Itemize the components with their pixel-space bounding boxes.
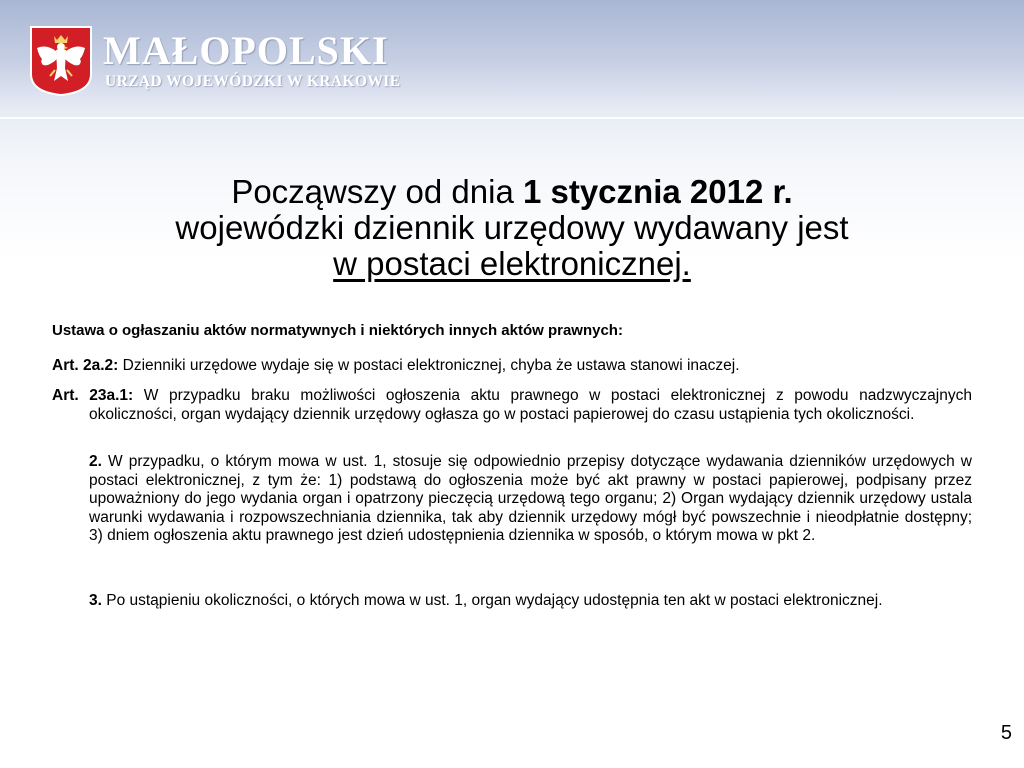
headline-line-3: w postaci elektronicznej.: [333, 245, 691, 282]
article-text: W przypadku braku możliwości ogłoszenia aktu prawnego w postaci elektronicznej z powodu nadzwyczajnych okoliczności, organ wydający dziennik urzędowy ogłasza go w postaci papierowej do czasu ustąpienia tych okoliczności.: [89, 387, 972, 423]
office-name-subtitle: URZĄD WOJEWÓDZKI W KRAKOWIE: [105, 73, 401, 90]
headline-line-2: wojewódzki dziennik urzędowy wydawany jest: [175, 209, 849, 246]
article-23a-1: [52, 387, 972, 424]
paragraph-text: W przypadku, o którym mowa w ust. 1, stosuje się odpowiednio przepisy dotyczące wydawania dzienników urzędowych w postaci elektronicznej, z tym że: 1) podstawą do ogłoszenia może być akt prawny w postaci papierowej, podpisany przez upoważniony do jego wydania organ i opatrzony pieczęcią urzędową tego organu; 2) Organ wydający dziennik urzędowy ustala warunki wydawania i rozpowszechniania dziennika, tak aby dziennik urzędowy mógł być powszechnie i nieodpłatnie dostępny; 3) dniem ogłoszenia aktu prawnego jest dzień udostępnienia dziennika w sposób, o którym mowa w pkt 2.: [89, 453, 972, 544]
headline-date: 1 stycznia 2012 r.: [522, 173, 793, 210]
slide-headline: [0, 174, 1024, 282]
article-text: Dzienniki urzędowe wydaje się w postaci elektronicznej, chyba że ustawa stanowi inaczej.: [118, 357, 740, 374]
paragraph-2: [89, 453, 972, 546]
header-divider: [0, 117, 1024, 119]
article-label: Art. 23a.1:: [52, 387, 134, 404]
headline-prefix: Począwszy od dnia: [231, 173, 523, 210]
paragraph-label: 2.: [89, 453, 102, 470]
paragraph-label: 3.: [89, 592, 102, 609]
paragraph-3: [89, 592, 972, 611]
slide-header: [0, 0, 1024, 122]
article-label: Art. 2a.2:: [52, 357, 119, 374]
polish-eagle-emblem-icon: [30, 26, 92, 96]
office-name-title: MAŁOPOLSKI: [103, 28, 389, 73]
headline-line-1: [0, 174, 1024, 210]
paragraph-text: Po ustąpieniu okoliczności, o których mowa w ust. 1, organ wydający udostępnia ten akt w postaci elektronicznej.: [101, 592, 883, 609]
page-number: 5: [1000, 722, 1012, 744]
law-title: Ustawa o ogłaszaniu aktów normatywnych i niektórych innych aktów prawnych:: [52, 322, 623, 339]
article-2a-2: [52, 357, 972, 376]
